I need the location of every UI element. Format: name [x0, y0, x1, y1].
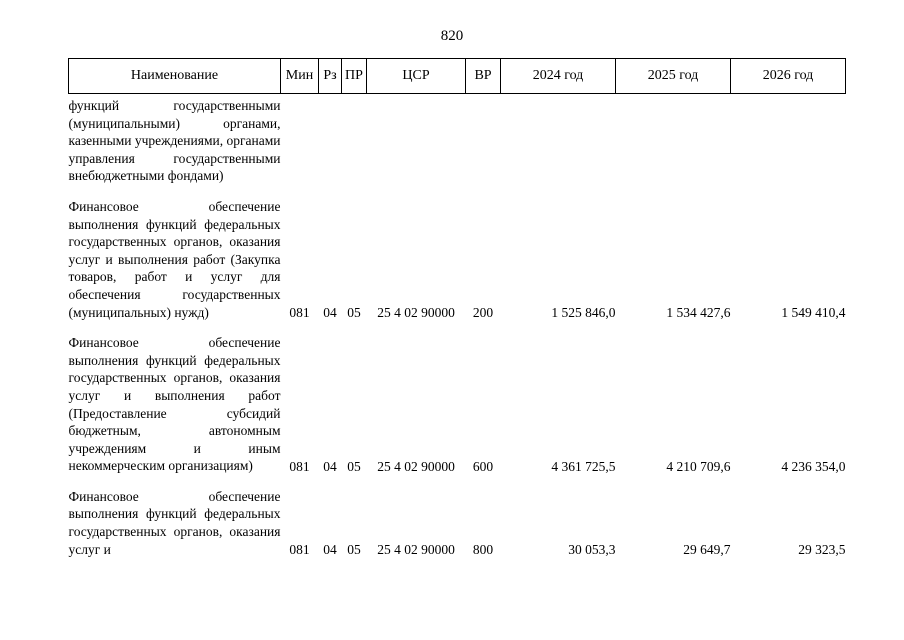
row-name: Финансовое обеспечение выполнения функций федеральных государственных органов, оказания услуг и	[68, 488, 281, 557]
row-2026: 4 236 354,0	[781, 458, 846, 474]
row-2025: 4 210 709,6	[666, 458, 731, 474]
budget-table	[68, 58, 846, 558]
table-row	[69, 475, 846, 558]
row-min	[281, 94, 319, 185]
row-rz: 04	[323, 305, 337, 321]
row-2024: 30 053,3	[568, 542, 616, 558]
row-2025: 1 534 427,6	[666, 305, 731, 321]
row-name: Финансовое обеспечение выполнения функций федеральных государственных органов, оказания услуг и выполнения работ (Закупка товаров, работ и услуг для обеспечения государственных (муниципальных) нужд)	[68, 198, 281, 320]
row-vr: 200	[472, 305, 494, 321]
table-row	[69, 94, 846, 185]
header-csr: ЦСР	[367, 59, 466, 94]
row-min: 081	[289, 458, 310, 474]
row-2024	[501, 94, 616, 185]
row-rz	[319, 94, 342, 185]
row-name: функций государственными (муниципальными) органами, казенными учреждениями, органами управления государственными внебюджетными фондами)	[68, 98, 281, 184]
row-2024: 4 361 725,5	[551, 458, 616, 474]
row-csr: 25 4 02 90000	[377, 542, 455, 558]
row-2025	[616, 94, 731, 185]
header-min: Мин	[281, 59, 319, 94]
row-pr: 05	[347, 458, 361, 474]
row-min: 081	[289, 305, 310, 321]
header-row	[69, 59, 846, 94]
header-2026: 2026 год	[731, 59, 846, 94]
header-2024: 2024 год	[501, 59, 616, 94]
header-pr: ПР	[342, 59, 367, 94]
row-2026: 1 549 410,4	[781, 305, 846, 321]
table-row	[69, 321, 846, 475]
row-2026	[731, 94, 846, 185]
row-pr: 05	[347, 305, 361, 321]
row-rz: 04	[323, 542, 337, 558]
row-pr	[342, 94, 367, 185]
row-rz: 04	[323, 458, 337, 474]
row-csr: 25 4 02 90000	[377, 305, 455, 321]
header-name: Наименование	[69, 59, 281, 94]
table-row	[69, 185, 846, 321]
header-rz: Рз	[319, 59, 342, 94]
row-2025: 29 649,7	[683, 542, 731, 558]
header-vr: ВР	[466, 59, 501, 94]
row-2026: 29 323,5	[798, 542, 846, 558]
row-name: Финансовое обеспечение выполнения функций федеральных государственных органов, оказания услуг и выполнения работ (Предоставление субсидий бюджетным, автономным учреждениям и иным некоммерческим организациям)	[68, 335, 281, 474]
row-pr: 05	[347, 542, 361, 558]
row-vr	[466, 94, 501, 185]
row-min: 081	[289, 542, 310, 558]
row-csr	[367, 94, 466, 185]
row-vr: 600	[472, 458, 494, 474]
row-2024: 1 525 846,0	[551, 305, 616, 321]
row-vr: 800	[472, 542, 494, 558]
header-2025: 2025 год	[616, 59, 731, 94]
row-csr: 25 4 02 90000	[377, 458, 455, 474]
page-number: 820	[440, 28, 464, 44]
